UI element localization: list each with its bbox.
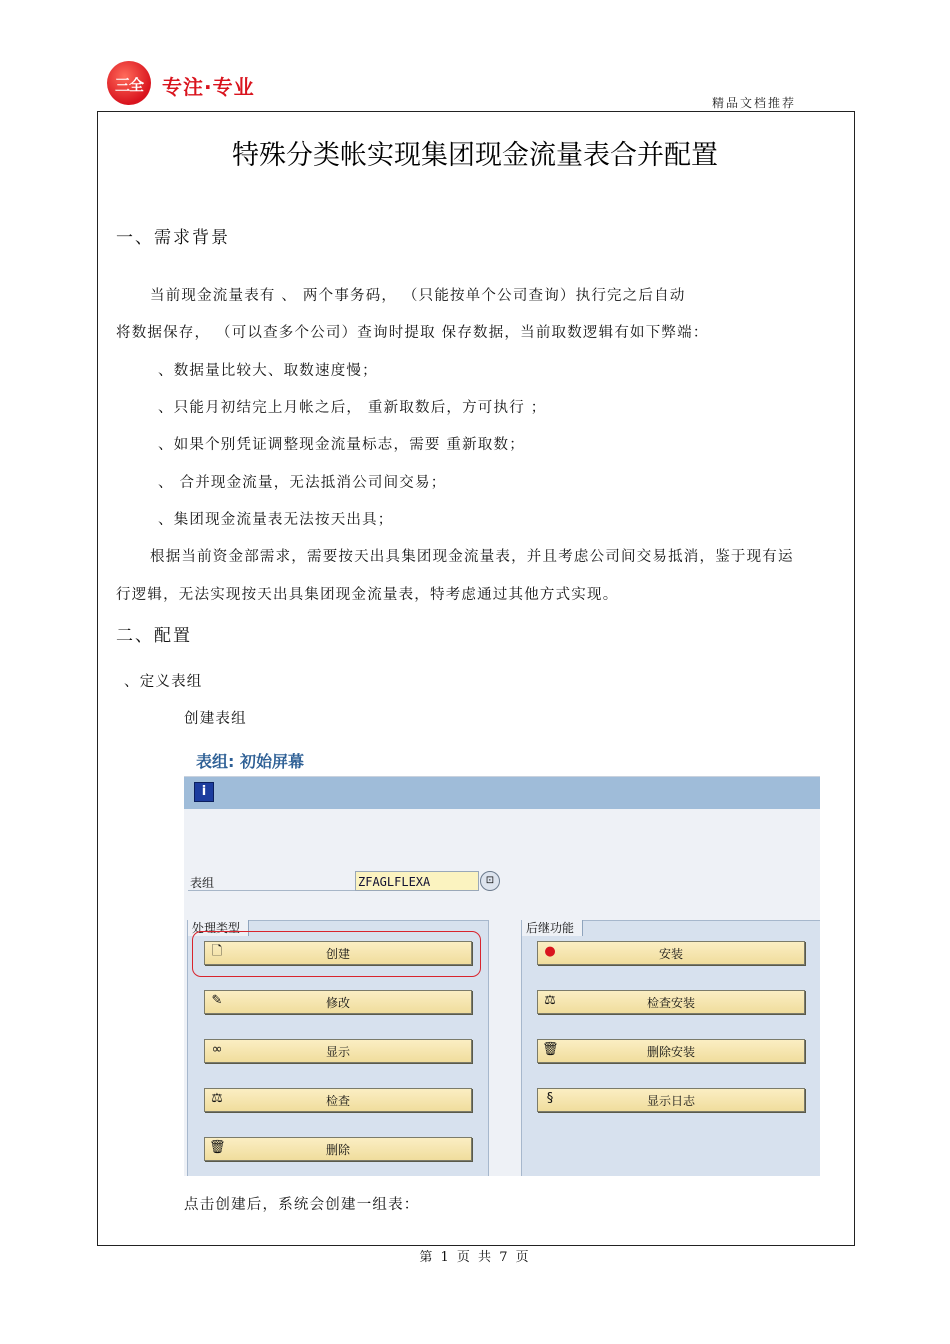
- group-title-processing-type: 处理类型: [188, 920, 249, 936]
- install-icon: ●: [544, 944, 556, 959]
- section-heading-background: 一、需求背景: [116, 228, 230, 248]
- document-title: 特殊分类帐实现集团现金流量表合并配置: [232, 140, 718, 171]
- create-button-highlight: [192, 931, 481, 977]
- logo-circle-icon: [107, 61, 151, 105]
- display-button[interactable]: ∞ 显示: [204, 1039, 472, 1063]
- trash-icon: 🗑: [209, 1140, 226, 1155]
- search-help-icon[interactable]: ⊡: [480, 871, 500, 891]
- glasses-icon: ∞: [211, 1042, 223, 1057]
- trash-icon: 🗑: [542, 1042, 559, 1057]
- table-group-input[interactable]: ZFAGLFLEXA: [355, 871, 479, 891]
- paragraph-line: 行逻辑，无法实现按天出具集团现金流量表，特考虑通过其他方式实现。: [116, 587, 619, 603]
- group-title-follow-up: 后继功能: [522, 920, 583, 936]
- info-icon[interactable]: i: [194, 782, 214, 802]
- field-underline: [188, 890, 356, 891]
- document-icon: 🗋: [211, 944, 223, 959]
- bullet-item: 、集团现金流量表无法按天出具；: [158, 512, 394, 528]
- log-icon: §: [546, 1091, 554, 1106]
- logo-slogan: 专注·专业: [162, 75, 255, 99]
- paragraph-line: 根据当前资金部需求，需要按天出具集团现金流量表，并且考虑公司间交易抵消，鉴于现有运: [150, 549, 794, 565]
- check-install-button[interactable]: ⚖ 检查安装: [537, 990, 805, 1014]
- check-icon: ⚖: [211, 1091, 223, 1106]
- sap-screen-title: 表组: 初始屏幕: [196, 752, 304, 771]
- install-button[interactable]: ● 安装: [537, 941, 805, 965]
- step-subheading: 创建表组: [184, 711, 247, 727]
- sap-title-bar: [184, 742, 820, 777]
- bullet-item: 、 合并现金流量，无法抵消公司间交易；: [158, 475, 447, 491]
- bullet-item: 、只能月初结完上月帐之后， 重新取数后，方可执行 ；: [158, 400, 547, 416]
- section-heading-config: 二、配置: [116, 626, 192, 646]
- pencil-icon: ✎: [211, 993, 223, 1008]
- paragraph-line: 将数据保存， （可以查多个公司）查询时提取 保存数据，当前取数逻辑有如下弊端：: [116, 325, 709, 341]
- bullet-item: 、数据量比较大、取数速度慢；: [158, 363, 378, 379]
- display-log-button[interactable]: § 显示日志: [537, 1088, 805, 1112]
- table-group-label: 表组: [190, 876, 215, 890]
- header-right-text: 精品文档推荐: [712, 96, 797, 110]
- paragraph-line: 当前现金流量表有 、 两个事务码， （只能按单个公司查询）执行完之后自动: [150, 288, 686, 304]
- delete-button[interactable]: 🗑 删除: [204, 1137, 472, 1161]
- step-heading: 、定义表组: [124, 674, 203, 690]
- logo-mark-text: 三全: [114, 76, 143, 94]
- page-footer: 第 1 页 共 7 页: [419, 1250, 531, 1265]
- check-button[interactable]: ⚖ 检查: [204, 1088, 472, 1112]
- sap-toolbar: [184, 777, 820, 809]
- after-image-text: 点击创建后，系统会创建一组表：: [184, 1197, 420, 1213]
- create-button[interactable]: 🗋 创建: [204, 941, 472, 965]
- delete-install-button[interactable]: 🗑 删除安装: [537, 1039, 805, 1063]
- change-button[interactable]: ✎ 修改: [204, 990, 472, 1014]
- check-icon: ⚖: [544, 993, 556, 1008]
- bullet-item: 、如果个别凭证调整现金流量标志，需要 重新取数；: [158, 437, 525, 453]
- company-logo: [104, 58, 260, 108]
